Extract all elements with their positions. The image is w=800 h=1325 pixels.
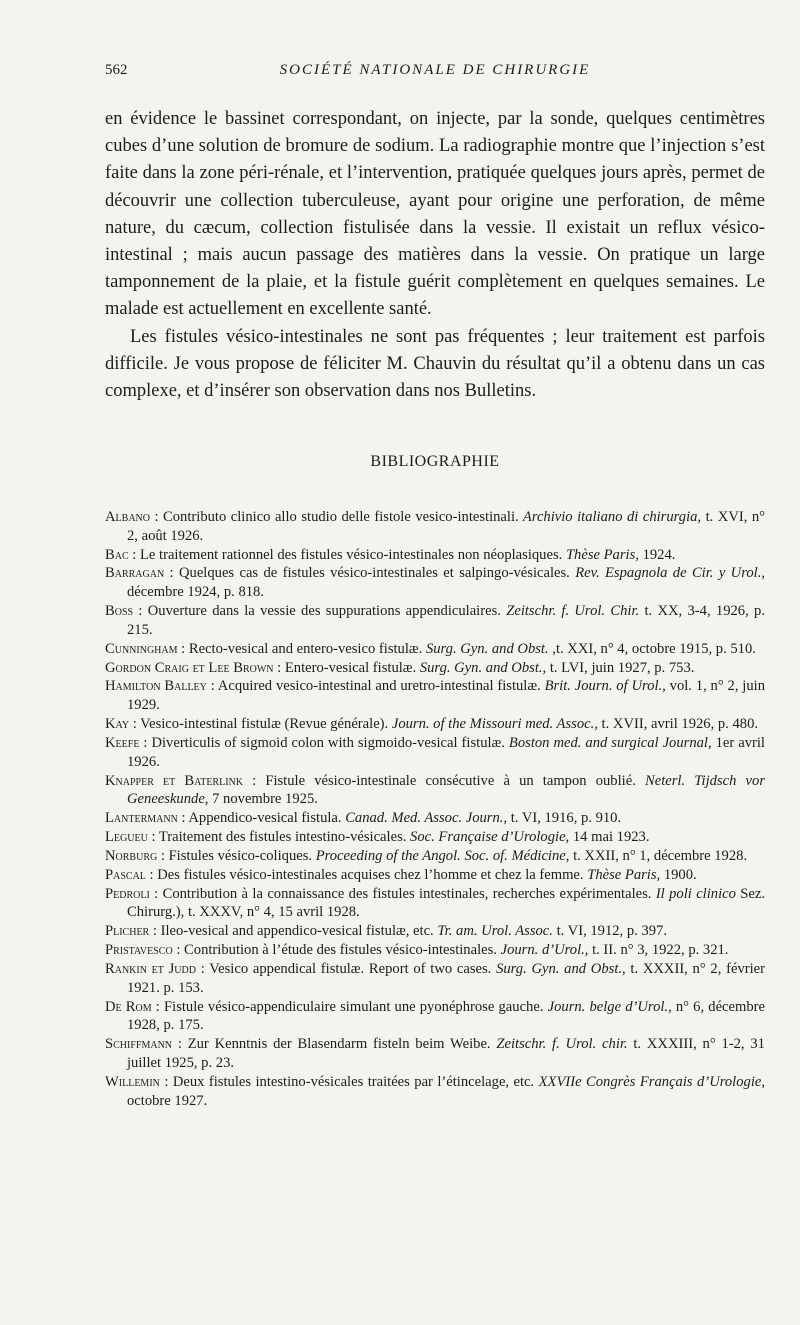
bibliography-entry <box>105 659 765 678</box>
bibliography-entry <box>105 1035 765 1072</box>
entry-title: Des fistules vésico-intestinales acquises chez l’homme et chez la femme. <box>153 866 584 883</box>
bibliography-entry <box>105 941 765 960</box>
entry-author: Willemin : <box>105 1073 169 1090</box>
entry-details: t. II. n° 3, 1922, p. 321. <box>588 942 729 959</box>
entry-title: Acquired vesico-intestinal and uretro-intestinal fistulæ. <box>214 678 541 695</box>
entry-details: t. XVI, n° 2, août 1926. <box>127 509 765 544</box>
running-title: SOCIÉTÉ NATIONALE DE CHIRURGIE <box>279 62 591 78</box>
entry-title: Vesico-intestinal fistulæ (Revue générale). <box>136 716 389 733</box>
entry-details: t. LVI, juin 1927, p. 753. <box>546 659 695 676</box>
entry-author: Barragan : <box>105 565 174 582</box>
entry-details: décembre 1924, p. 818. <box>127 584 264 601</box>
bibliography-entry <box>105 922 765 941</box>
entry-details: t. XXII, n° 1, décembre 1928. <box>569 847 748 864</box>
entry-title: Recto-vesical and entero-vesico fistulæ. <box>185 640 423 657</box>
entry-source: Surg. Gyn. and Obst., <box>416 659 547 676</box>
entry-details: ,t. XXI, n° 4, octobre 1915, p. 510. <box>548 640 756 657</box>
entry-title: Ouverture dans la vessie des suppurations appendiculaires. <box>142 603 501 620</box>
bibliography-entry <box>105 885 765 922</box>
entry-details: 1924. <box>638 546 676 563</box>
bibliography-entry <box>105 960 765 997</box>
entry-source: Brit. Journ. of Urol., <box>540 678 666 695</box>
entry-source: Thèse Paris, <box>562 546 639 563</box>
entry-source: Zeitschr. f. Urol. Chir. <box>500 603 640 620</box>
bibliography-entry <box>105 998 765 1035</box>
entry-source: Thèse Paris, <box>583 866 661 883</box>
body-paragraph: Les fistules vésico-intestinales ne sont pas fréquentes ; leur traitement est parfois difficile. Je vous propose de féliciter M. Chauvin du résultat qu’il a obtenu dans un cas complexe, et d’insérer son observation dans nos Bulletins. <box>105 326 765 402</box>
entry-source: Journ. d’Urol., <box>496 942 589 959</box>
entry-details: t. XXXII, n° 2, février 1921. p. 153. <box>127 961 765 996</box>
entry-author: Plicher : <box>105 923 157 940</box>
entry-title: Deux fistules intestino-vésicales traitées par l’étincelage, etc. <box>168 1073 535 1090</box>
entry-details: 1er avril 1926. <box>127 734 765 770</box>
entry-details: t. XX, 3-4, 1926, p. 215. <box>127 603 765 638</box>
entry-source: Boston med. and surgical Journal, <box>504 734 712 751</box>
bibliography-entry <box>105 772 765 809</box>
entry-author: Rankin et Judd : <box>105 961 205 978</box>
entry-author: De Rom : <box>105 998 160 1015</box>
entry-title: Entero-vesical fistulæ. <box>281 659 417 676</box>
bibliography-entry <box>105 602 765 639</box>
bibliography-entry <box>105 564 765 601</box>
entry-title: Zur Kenntnis der Blasendarm fisteln beim Weibe. <box>181 1036 491 1053</box>
entry-details: 1900. <box>660 866 697 883</box>
entry-author: Kay : <box>105 716 137 733</box>
entry-author: Pascal : <box>105 866 154 883</box>
entry-title: Fistule vésico-appendiculaire simulant une pyonéphrose gauche. <box>159 998 544 1015</box>
entry-source: Journ. of the Missouri med. Assoc., <box>388 716 598 733</box>
entry-source: Archivio italiano di chirurgia, <box>518 509 702 525</box>
entry-details: 14 mai 1923. <box>569 829 650 846</box>
entry-source: XXVIIe Congrès Français d’Urologie, <box>534 1073 765 1090</box>
entry-title: Fistule vésico-intestinale consécutive à un tampon oublié. <box>256 772 636 789</box>
entry-author: Gordon Craig et Lee Brown : <box>105 659 282 676</box>
entry-details: 7 novembre 1925. <box>208 791 318 808</box>
entry-author: Pristavesco : <box>105 942 181 959</box>
bibliography-heading: BIBLIOGRAPHIE <box>370 453 500 470</box>
entry-source: Rev. Espagnola de Cir. y Urol., <box>569 565 765 582</box>
bibliography-entry <box>105 546 765 565</box>
entry-title: Contributo clinico allo studio delle fistole vesico-intestinali. <box>158 509 519 525</box>
bibliography-entry <box>105 828 765 847</box>
entry-author: Pedroli : <box>105 885 159 902</box>
entry-title: Le traitement rationnel des fistules vésico-intestinales non néoplasiques. <box>136 546 563 563</box>
entry-details: t. VI, 1916, p. 910. <box>507 810 622 827</box>
entry-title: Contribution à la connaissance des fistules intestinales, recherches expérimentales. <box>158 885 652 902</box>
bibliography-entry <box>105 809 765 828</box>
entry-author: Hamilton Balley : <box>105 678 215 695</box>
entry-details: t. VI, 1912, p. 397. <box>552 923 667 940</box>
entry-source: Neterl. Tijdsch vor Geneeskunde, <box>127 772 765 808</box>
entry-author: Knapper et Baterlink : <box>105 772 257 789</box>
entry-source: Canad. Med. Assoc. Journ., <box>341 810 508 827</box>
entry-source: Journ. belge d’Urol., <box>543 998 672 1015</box>
bibliography-entry <box>105 1073 765 1110</box>
entry-source: Soc. Française d’Urologie, <box>406 829 570 846</box>
entry-title: Diverticulis of sigmoid colon with sigmoido-vesical fistulæ. <box>147 734 505 751</box>
entry-details: vol. 1, n° 2, juin 1929. <box>127 678 766 714</box>
entry-title: Contribution à l’étude des fistules vésico-intestinales. <box>180 942 497 959</box>
entry-source: Surg. Gyn. and Obst. <box>422 640 549 657</box>
bibliography-entry <box>105 508 765 545</box>
entry-author: Albano : <box>105 509 159 525</box>
entry-source: Il poli clinico <box>651 885 736 902</box>
entry-author: Bac : <box>105 546 137 563</box>
entry-source: Proceeding of the Angol. Soc. of. Médicine, <box>312 847 570 864</box>
bibliography-entry <box>105 847 765 866</box>
entry-title: Appendico-vesical fistula. <box>185 810 342 827</box>
entry-details: n° 6, décembre 1928, p. 175. <box>127 998 765 1034</box>
entry-author: Legueu : <box>105 829 156 846</box>
bibliography-entry <box>105 715 765 734</box>
entry-details: t. XXXIII, n° 1-2, 31 juillet 1925, p. 23. <box>127 1036 765 1071</box>
entry-source: Surg. Gyn. and Obst., <box>491 961 626 978</box>
entry-author: Cunningham : <box>105 640 186 657</box>
page-header <box>105 62 765 84</box>
entry-title: Vesico appendical fistulæ. Report of two cases. <box>204 961 492 978</box>
bibliography-entry <box>105 866 765 885</box>
entry-details: octobre 1927. <box>127 1092 208 1109</box>
entry-source: Tr. am. Urol. Assoc. <box>433 923 553 940</box>
entry-title: Quelques cas de fistules vésico-intestinales et salpingo-vésicales. <box>173 565 570 582</box>
entry-title: Fistules vésico-coliques. <box>164 847 313 864</box>
bibliography-entry <box>105 734 765 771</box>
page-number: 562 <box>105 62 128 78</box>
entry-title: Traitement des fistules intestino-vésicales. <box>155 829 407 846</box>
entry-author: Schiffmann : <box>105 1036 182 1053</box>
body-text <box>105 106 765 405</box>
bibliography-list <box>105 508 765 1110</box>
bibliography-entry <box>105 677 765 714</box>
entry-details: t. XVII, avril 1926, p. 480. <box>597 716 759 733</box>
bibliography-entry <box>105 640 765 659</box>
body-paragraph: en évidence le bassinet correspondant, on injecte, par la sonde, quelques centimètres cubes d’une solution de bromure de sodium. La radiographie montre que l’injection s’est faite dans la zone péri-rénale, et l’intervention, pratiquée quelques jours après, permet de découvrir une collection tuberculeuse, ayant pour origine une perforation, de même nature, du cæcum, collection fistulisée dans la vessie. Il existait un reflux vésico-intestinal ; mais aucun passage des matières dans la vessie. On pratique un large tamponnement de la plaie, et la fistule guérit complètement en quelques semaines. Le malade est actuellement en excellente santé. <box>105 109 765 320</box>
entry-author: Lantermann : <box>105 810 186 827</box>
entry-source: Zeitschr. f. Urol. chir. <box>490 1036 628 1053</box>
entry-title: Ileo-vesical and appendico-vesical fistulæ, etc. <box>156 923 434 940</box>
entry-author: Keefe : <box>105 734 148 751</box>
entry-details: Sez. Chirurg.), t. XXXV, n° 4, 15 avril 1928. <box>127 885 765 921</box>
entry-author: Norburg : <box>105 847 165 864</box>
entry-author: Boss : <box>105 603 143 620</box>
